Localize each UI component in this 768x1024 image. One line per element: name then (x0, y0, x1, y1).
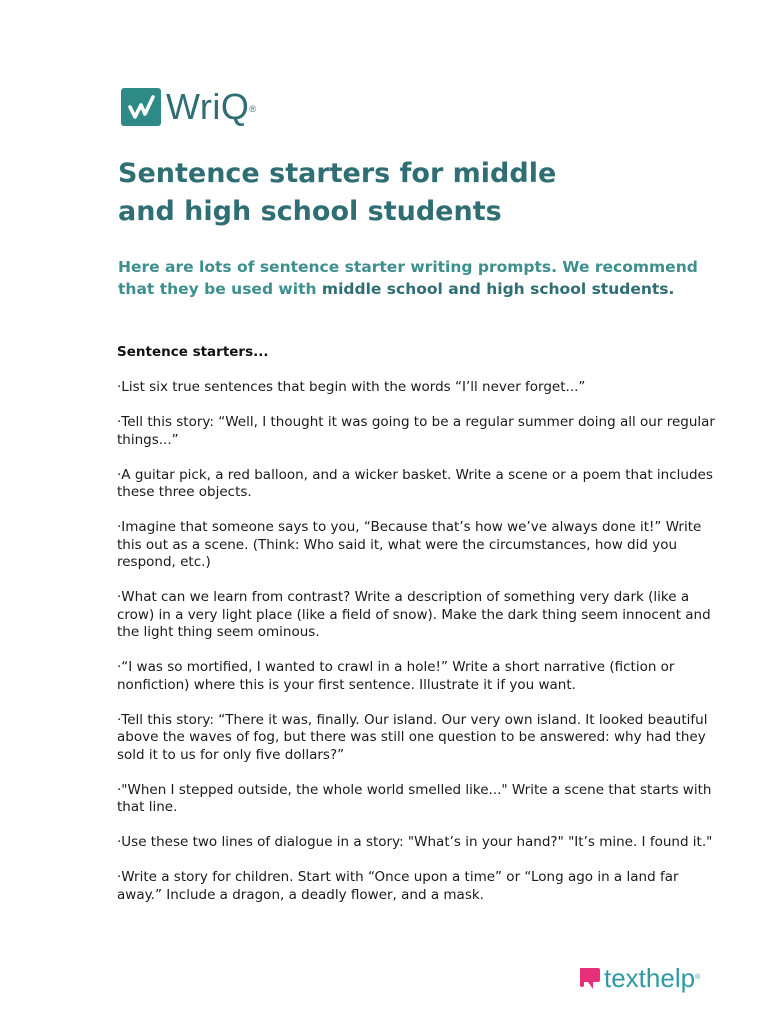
intro-emphasis: middle school and high school students. (321, 280, 675, 298)
section-heading: Sentence starters... (117, 344, 269, 360)
wriq-check-mark-icon (126, 93, 156, 121)
texthelp-registered-mark: ® (695, 974, 701, 981)
texthelp-logo-text: texthelp® (604, 963, 701, 993)
page-title (118, 155, 678, 231)
prompt-item-9: ·Use these two lines of dialogue in a story: "What’s in your hand?" "It’s mine. I found it." (117, 834, 713, 850)
wriq-logo-text: WriQ® (166, 86, 257, 127)
page-title-line-1: Sentence starters for middle (118, 158, 557, 189)
page-title-line-2: and high school students (118, 196, 502, 227)
prompt-item-3: ·A guitar pick, a red balloon, and a wicker basket. Write a scene or a poem that includes these three objects. (117, 466, 713, 500)
prompt-item-7: ·Tell this story: “There it was, finally. Our island. Our very own island. It looked beautiful above the waves of fog, but there was still one question to be answered: why had they sold it to us for only five dollars?” (117, 711, 708, 763)
intro-text: Here are lots of sentence starter writing prompts. We recommend that they be used with (118, 258, 698, 298)
wriq-logo (121, 88, 256, 126)
prompt-item-4: ·Imagine that someone says to you, “Because that’s how we’ve always done it!” Write this out as a scene. (Think: Who said it, what were the circumstances, how did you respond, etc.) (117, 519, 702, 570)
prompt-item-8: ·"When I stepped outside, the whole world smelled like..." Write a scene that starts with that line. (117, 781, 712, 815)
wriq-logo-mark-icon (121, 88, 161, 126)
prompt-item-6: ·“I was so mortified, I wanted to crawl in a hole!” Write a short narrative (fiction or nonfiction) where this is your first sentence. Illustrate it if you want. (117, 659, 675, 693)
prompt-item-10: ·Write a story for children. Start with “Once upon a time” or “Long ago in a land far away.” Include a dragon, a deadly flower, and a mask. (117, 869, 679, 903)
prompt-item-2: ·Tell this story: “Well, I thought it was going to be a regular summer doing all our regular things...” (117, 414, 715, 448)
prompts-section (117, 344, 717, 922)
prompt-item-1: ·List six true sentences that begin with the words “I’ll never forget...” (117, 379, 586, 395)
texthelp-logo (577, 962, 700, 994)
prompt-item-5: ·What can we learn from contrast? Write a description of something very dark (like a crow) in a very light place (like a field of snow). Make the dark thing seem innocent and the light thing seem ominous. (117, 589, 711, 640)
intro-paragraph (118, 256, 718, 300)
wriq-registered-mark: ® (249, 104, 257, 114)
texthelp-speech-bubble-icon (577, 965, 601, 991)
